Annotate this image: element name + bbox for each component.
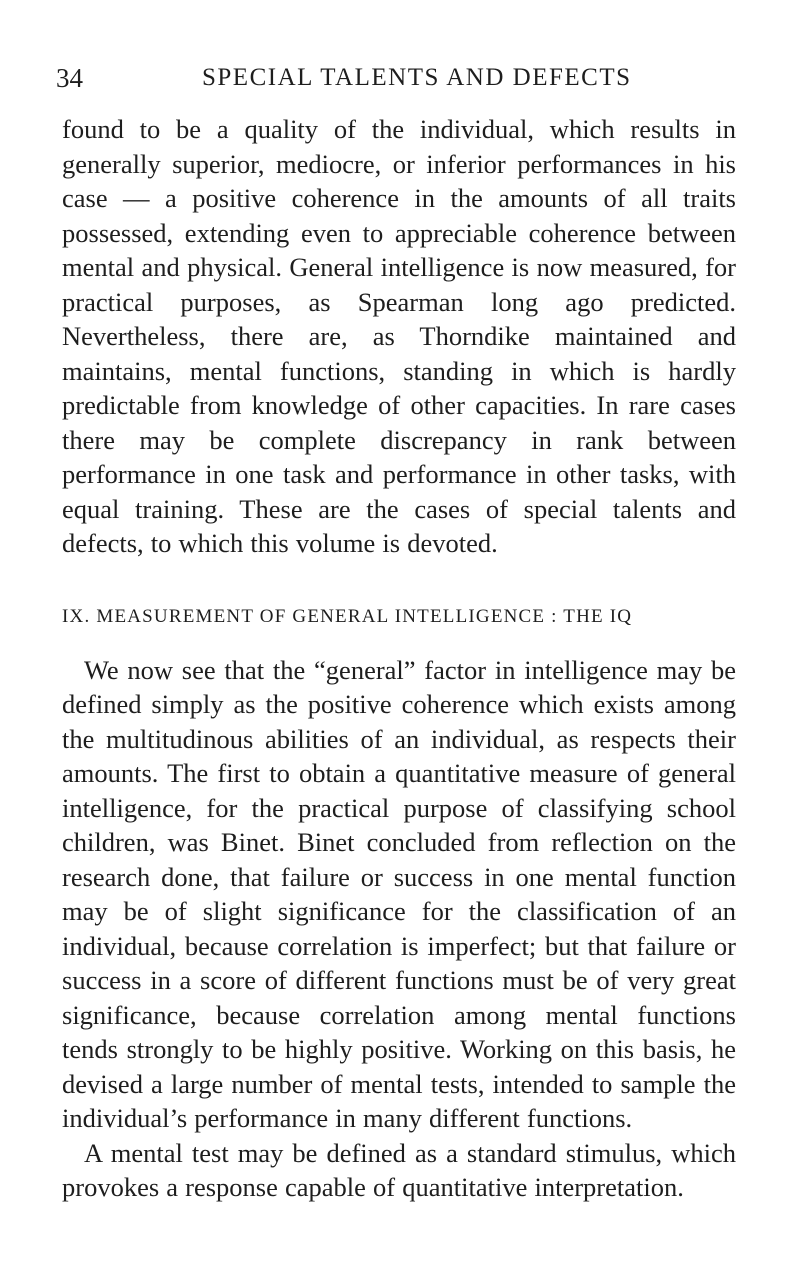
running-title: SPECIAL TALENTS AND DEFECTS [202, 64, 632, 91]
body-text [62, 112, 736, 1205]
paragraph-general-factor: We now see that the “general” factor in intelligence may be defined simply as the positive coherence which exists among the multitudinous abilities of an individual, as respects their amounts. The first to obtain a quantitative measure of general intelligence, for the practical purpose of classifying school children, was Binet. Binet concluded from reflection on the research done, that failure or success in one mental function may be of slight significance for the classification of an individual, because correlation is imperfect; but that failure or success in a score of different functions must be of very great significance, because correlation among mental functions tends strongly to be highly positive. Working on this basis, he devised a large number of mental tests, intended to sample the individual’s performance in many different functions. [62, 654, 736, 1133]
paragraph-mental-test-definition: A mental test may be defined as a standard stimulus, which provokes a response capable of quantitative interpretation. [62, 1137, 736, 1202]
page-number: 34 [56, 63, 83, 93]
section-heading: IX. MEASUREMENT OF GENERAL INTELLIGENCE : THE IQ [62, 605, 633, 627]
paragraph-continued: found to be a quality of the individual, which results in generally superior, mediocre, or inferior performances in his case — a positive coherence in the amounts of all traits possessed, extending even to appreciable coherence between mental and physical. General intelligence is now measured, for practical purposes, as Spearman long ago predicted. Nevertheless, there are, as Thorndike maintained and maintains, mental functions, standing in which is hardly predictable from knowledge of other capacities. In rare cases there may be complete discrepancy in rank between performance in one task and performance in other tasks, with equal training. These are the cases of special talents and defects, to which this volume is devoted. [62, 114, 736, 558]
running-head [56, 58, 746, 98]
